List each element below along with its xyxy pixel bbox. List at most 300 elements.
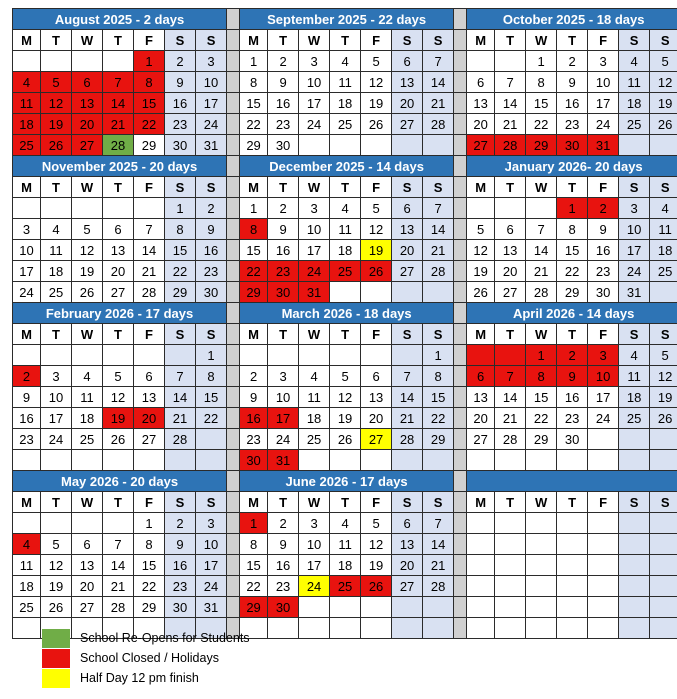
empty-cell bbox=[361, 282, 392, 303]
empty-cell bbox=[423, 450, 454, 471]
day-cell: 31 bbox=[588, 135, 619, 156]
column-gap bbox=[454, 30, 467, 51]
empty-cell bbox=[495, 450, 526, 471]
weekday-label: S bbox=[165, 324, 196, 345]
day-cell: 22 bbox=[240, 261, 268, 282]
empty-cell bbox=[467, 597, 495, 618]
column-gap bbox=[227, 219, 240, 240]
day-cell: 23 bbox=[588, 261, 619, 282]
day-cell: 14 bbox=[423, 72, 454, 93]
day-cell: 9 bbox=[13, 387, 41, 408]
empty-cell bbox=[557, 450, 588, 471]
empty-cell bbox=[103, 345, 134, 366]
day-cell: 8 bbox=[165, 219, 196, 240]
day-cell: 24 bbox=[299, 114, 330, 135]
empty-cell bbox=[526, 198, 557, 219]
weekday-label: S bbox=[196, 30, 227, 51]
empty-cell bbox=[495, 597, 526, 618]
month-title-row bbox=[13, 156, 677, 177]
day-cell: 22 bbox=[196, 408, 227, 429]
empty-cell bbox=[392, 450, 423, 471]
empty-cell bbox=[619, 576, 650, 597]
empty-cell bbox=[557, 534, 588, 555]
day-cell: 30 bbox=[240, 450, 268, 471]
empty-cell bbox=[467, 618, 495, 639]
day-cell: 13 bbox=[103, 240, 134, 261]
weekday-label: M bbox=[13, 30, 41, 51]
day-cell: 11 bbox=[13, 555, 41, 576]
column-gap bbox=[454, 471, 467, 492]
day-cell: 21 bbox=[165, 408, 196, 429]
weekday-label: T bbox=[557, 30, 588, 51]
empty-cell bbox=[72, 51, 103, 72]
empty-cell bbox=[619, 135, 650, 156]
day-cell: 3 bbox=[588, 51, 619, 72]
week-row bbox=[13, 135, 677, 156]
weekday-header-row bbox=[13, 324, 677, 345]
empty-cell bbox=[103, 513, 134, 534]
month-title: February 2026 - 17 days bbox=[13, 303, 227, 324]
day-cell: 17 bbox=[299, 555, 330, 576]
column-gap bbox=[227, 597, 240, 618]
day-cell: 29 bbox=[526, 429, 557, 450]
day-cell: 8 bbox=[240, 219, 268, 240]
legend-label: Half Day 12 pm finish bbox=[80, 671, 199, 685]
day-cell: 2 bbox=[557, 51, 588, 72]
day-cell: 26 bbox=[41, 597, 72, 618]
day-cell: 26 bbox=[41, 135, 72, 156]
weekday-label: T bbox=[103, 30, 134, 51]
empty-cell bbox=[330, 450, 361, 471]
week-row bbox=[13, 555, 677, 576]
weekday-label: T bbox=[557, 324, 588, 345]
weekday-label: F bbox=[588, 324, 619, 345]
day-cell: 7 bbox=[165, 366, 196, 387]
weekday-label: S bbox=[423, 324, 454, 345]
day-cell: 8 bbox=[240, 534, 268, 555]
day-cell: 22 bbox=[526, 408, 557, 429]
column-gap bbox=[227, 345, 240, 366]
day-cell: 1 bbox=[557, 198, 588, 219]
empty-cell bbox=[299, 345, 330, 366]
column-gap bbox=[454, 9, 467, 30]
day-cell: 20 bbox=[392, 93, 423, 114]
day-cell: 20 bbox=[392, 240, 423, 261]
day-cell: 8 bbox=[526, 366, 557, 387]
column-gap bbox=[227, 135, 240, 156]
day-cell: 5 bbox=[467, 219, 495, 240]
column-gap bbox=[227, 366, 240, 387]
column-gap bbox=[227, 513, 240, 534]
day-cell: 3 bbox=[299, 51, 330, 72]
empty-cell bbox=[134, 198, 165, 219]
day-cell: 15 bbox=[557, 240, 588, 261]
empty-cell bbox=[72, 513, 103, 534]
day-cell: 2 bbox=[557, 345, 588, 366]
day-cell: 7 bbox=[423, 513, 454, 534]
day-cell: 16 bbox=[268, 240, 299, 261]
empty-cell bbox=[423, 282, 454, 303]
day-cell: 13 bbox=[72, 93, 103, 114]
day-cell: 1 bbox=[423, 345, 454, 366]
day-cell: 15 bbox=[240, 93, 268, 114]
day-cell: 28 bbox=[495, 135, 526, 156]
day-cell: 11 bbox=[72, 387, 103, 408]
weekday-label: T bbox=[330, 324, 361, 345]
day-cell: 7 bbox=[103, 72, 134, 93]
weekday-label: W bbox=[526, 492, 557, 513]
day-cell: 10 bbox=[299, 219, 330, 240]
day-cell: 30 bbox=[588, 282, 619, 303]
column-gap bbox=[227, 387, 240, 408]
weekday-header-row bbox=[13, 177, 677, 198]
day-cell: 31 bbox=[268, 450, 299, 471]
day-cell: 1 bbox=[526, 51, 557, 72]
month-title: August 2025 - 2 days bbox=[13, 9, 227, 30]
day-cell: 27 bbox=[392, 576, 423, 597]
day-cell: 2 bbox=[165, 51, 196, 72]
weekday-label: F bbox=[134, 30, 165, 51]
day-cell: 30 bbox=[268, 282, 299, 303]
day-cell: 10 bbox=[588, 72, 619, 93]
month-title: March 2026 - 18 days bbox=[240, 303, 454, 324]
column-gap bbox=[454, 177, 467, 198]
day-cell: 7 bbox=[392, 366, 423, 387]
day-cell: 14 bbox=[423, 534, 454, 555]
empty-cell bbox=[650, 450, 677, 471]
empty-cell bbox=[361, 597, 392, 618]
empty-cell bbox=[41, 450, 72, 471]
day-cell: 5 bbox=[650, 51, 677, 72]
day-cell: 13 bbox=[467, 387, 495, 408]
day-cell: 4 bbox=[13, 72, 41, 93]
day-cell: 21 bbox=[392, 408, 423, 429]
day-cell: 27 bbox=[103, 282, 134, 303]
day-cell: 25 bbox=[13, 597, 41, 618]
day-cell: 16 bbox=[165, 555, 196, 576]
empty-cell bbox=[526, 534, 557, 555]
day-cell: 24 bbox=[588, 114, 619, 135]
column-gap bbox=[454, 240, 467, 261]
empty-cell bbox=[588, 576, 619, 597]
day-cell: 18 bbox=[650, 240, 677, 261]
day-cell: 17 bbox=[588, 93, 619, 114]
weekday-label: T bbox=[268, 492, 299, 513]
day-cell: 4 bbox=[299, 366, 330, 387]
day-cell: 26 bbox=[467, 282, 495, 303]
empty-cell bbox=[392, 282, 423, 303]
day-cell: 24 bbox=[588, 408, 619, 429]
day-cell: 6 bbox=[467, 72, 495, 93]
week-row bbox=[13, 198, 677, 219]
day-cell: 5 bbox=[361, 198, 392, 219]
day-cell: 25 bbox=[330, 261, 361, 282]
day-cell: 15 bbox=[526, 387, 557, 408]
column-gap bbox=[227, 429, 240, 450]
weekday-label: W bbox=[526, 177, 557, 198]
day-cell: 5 bbox=[330, 366, 361, 387]
day-cell: 26 bbox=[650, 114, 677, 135]
day-cell: 29 bbox=[557, 282, 588, 303]
day-cell: 2 bbox=[268, 51, 299, 72]
column-gap bbox=[454, 72, 467, 93]
day-cell: 29 bbox=[134, 597, 165, 618]
month-title-row bbox=[13, 303, 677, 324]
day-cell: 6 bbox=[392, 513, 423, 534]
empty-cell bbox=[467, 198, 495, 219]
column-gap bbox=[454, 261, 467, 282]
day-cell: 14 bbox=[392, 387, 423, 408]
day-cell: 29 bbox=[240, 597, 268, 618]
empty-cell bbox=[650, 618, 677, 639]
weekday-label: T bbox=[557, 492, 588, 513]
day-cell: 2 bbox=[268, 513, 299, 534]
day-cell: 20 bbox=[72, 576, 103, 597]
day-cell: 11 bbox=[619, 366, 650, 387]
month-title: October 2025 - 18 days bbox=[467, 9, 677, 30]
day-cell: 7 bbox=[495, 72, 526, 93]
weekday-label: S bbox=[196, 492, 227, 513]
day-cell: 9 bbox=[165, 534, 196, 555]
legend-label: School Re-Opens for Students bbox=[80, 631, 250, 645]
day-cell: 23 bbox=[13, 429, 41, 450]
day-cell: 6 bbox=[134, 366, 165, 387]
day-cell: 13 bbox=[467, 93, 495, 114]
empty-cell bbox=[650, 576, 677, 597]
weekday-label: W bbox=[72, 324, 103, 345]
day-cell: 15 bbox=[134, 93, 165, 114]
day-cell: 3 bbox=[13, 219, 41, 240]
empty-cell bbox=[588, 429, 619, 450]
day-cell: 19 bbox=[361, 93, 392, 114]
day-cell: 11 bbox=[330, 72, 361, 93]
week-row bbox=[13, 450, 677, 471]
day-cell: 20 bbox=[72, 114, 103, 135]
weekday-label: W bbox=[72, 30, 103, 51]
day-cell: 19 bbox=[41, 114, 72, 135]
empty-cell bbox=[619, 450, 650, 471]
empty-cell bbox=[495, 51, 526, 72]
day-cell: 2 bbox=[268, 198, 299, 219]
day-cell: 21 bbox=[495, 408, 526, 429]
week-row bbox=[13, 282, 677, 303]
day-cell: 24 bbox=[299, 261, 330, 282]
week-row bbox=[13, 534, 677, 555]
legend-label: School Closed / Holidays bbox=[80, 651, 219, 665]
weekday-label: T bbox=[330, 177, 361, 198]
empty-cell bbox=[392, 345, 423, 366]
day-cell: 28 bbox=[423, 114, 454, 135]
week-row bbox=[13, 366, 677, 387]
empty-cell bbox=[72, 198, 103, 219]
weekday-label: T bbox=[41, 492, 72, 513]
empty-cell bbox=[330, 282, 361, 303]
empty-cell bbox=[361, 618, 392, 639]
week-row bbox=[13, 114, 677, 135]
column-gap bbox=[454, 387, 467, 408]
weekday-header-row bbox=[13, 492, 677, 513]
day-cell: 27 bbox=[134, 429, 165, 450]
day-cell: 20 bbox=[467, 408, 495, 429]
day-cell: 6 bbox=[392, 51, 423, 72]
weekday-label: S bbox=[196, 177, 227, 198]
empty-cell bbox=[361, 345, 392, 366]
empty-cell bbox=[588, 450, 619, 471]
empty-cell bbox=[619, 555, 650, 576]
weekday-label: T bbox=[495, 492, 526, 513]
day-cell: 5 bbox=[41, 72, 72, 93]
day-cell: 26 bbox=[330, 429, 361, 450]
column-gap bbox=[454, 198, 467, 219]
day-cell: 17 bbox=[13, 261, 41, 282]
weekday-label: F bbox=[134, 177, 165, 198]
day-cell: 9 bbox=[557, 366, 588, 387]
day-cell: 1 bbox=[134, 513, 165, 534]
day-cell: 4 bbox=[13, 534, 41, 555]
day-cell: 22 bbox=[134, 576, 165, 597]
weekday-label: F bbox=[588, 492, 619, 513]
day-cell: 30 bbox=[196, 282, 227, 303]
day-cell: 21 bbox=[526, 261, 557, 282]
empty-cell bbox=[13, 345, 41, 366]
day-cell: 5 bbox=[103, 366, 134, 387]
day-cell: 7 bbox=[526, 219, 557, 240]
day-cell: 15 bbox=[134, 555, 165, 576]
column-gap bbox=[227, 114, 240, 135]
day-cell: 10 bbox=[299, 534, 330, 555]
day-cell: 6 bbox=[467, 366, 495, 387]
weekday-label: M bbox=[467, 177, 495, 198]
day-cell: 3 bbox=[299, 198, 330, 219]
day-cell: 12 bbox=[41, 93, 72, 114]
day-cell: 7 bbox=[495, 366, 526, 387]
weekday-label: S bbox=[650, 324, 677, 345]
column-gap bbox=[227, 576, 240, 597]
weekday-label: M bbox=[240, 324, 268, 345]
day-cell: 22 bbox=[240, 576, 268, 597]
column-gap bbox=[227, 30, 240, 51]
weekday-label: S bbox=[423, 492, 454, 513]
day-cell: 13 bbox=[392, 534, 423, 555]
column-gap bbox=[454, 408, 467, 429]
column-gap bbox=[454, 156, 467, 177]
column-gap bbox=[454, 219, 467, 240]
week-row bbox=[13, 408, 677, 429]
day-cell: 2 bbox=[240, 366, 268, 387]
day-cell: 22 bbox=[165, 261, 196, 282]
weekday-label: T bbox=[495, 324, 526, 345]
day-cell: 1 bbox=[165, 198, 196, 219]
day-cell: 4 bbox=[619, 51, 650, 72]
day-cell: 6 bbox=[361, 366, 392, 387]
empty-cell bbox=[588, 513, 619, 534]
weekday-label: T bbox=[103, 177, 134, 198]
weekday-label: T bbox=[330, 30, 361, 51]
column-gap bbox=[454, 51, 467, 72]
day-cell: 3 bbox=[268, 366, 299, 387]
weekday-label: T bbox=[330, 492, 361, 513]
empty-cell bbox=[13, 51, 41, 72]
column-gap bbox=[227, 324, 240, 345]
day-cell: 12 bbox=[103, 387, 134, 408]
day-cell: 14 bbox=[526, 240, 557, 261]
empty-cell bbox=[165, 450, 196, 471]
column-gap bbox=[227, 261, 240, 282]
day-cell: 28 bbox=[165, 429, 196, 450]
day-cell: 9 bbox=[557, 72, 588, 93]
day-cell: 19 bbox=[650, 93, 677, 114]
empty-cell bbox=[361, 450, 392, 471]
month-title: April 2026 - 14 days bbox=[467, 303, 677, 324]
column-gap bbox=[454, 618, 467, 639]
day-cell: 16 bbox=[165, 93, 196, 114]
day-cell: 16 bbox=[268, 555, 299, 576]
weekday-label: T bbox=[41, 177, 72, 198]
day-cell: 23 bbox=[240, 429, 268, 450]
day-cell: 3 bbox=[588, 345, 619, 366]
day-cell: 16 bbox=[557, 93, 588, 114]
day-cell: 27 bbox=[467, 429, 495, 450]
column-gap bbox=[454, 534, 467, 555]
empty-cell bbox=[467, 513, 495, 534]
day-cell: 23 bbox=[165, 114, 196, 135]
weekday-label: S bbox=[165, 30, 196, 51]
empty-cell bbox=[619, 429, 650, 450]
day-cell: 27 bbox=[361, 429, 392, 450]
empty-cell bbox=[299, 450, 330, 471]
day-cell: 9 bbox=[165, 72, 196, 93]
day-cell: 22 bbox=[423, 408, 454, 429]
day-cell: 30 bbox=[165, 135, 196, 156]
day-cell: 23 bbox=[196, 261, 227, 282]
weekday-label: S bbox=[650, 177, 677, 198]
day-cell: 13 bbox=[361, 387, 392, 408]
empty-cell bbox=[467, 576, 495, 597]
column-gap bbox=[454, 303, 467, 324]
day-cell: 10 bbox=[13, 240, 41, 261]
day-cell: 15 bbox=[240, 555, 268, 576]
legend bbox=[42, 628, 250, 688]
column-gap bbox=[454, 513, 467, 534]
day-cell: 1 bbox=[526, 345, 557, 366]
day-cell: 4 bbox=[650, 198, 677, 219]
day-cell: 21 bbox=[423, 93, 454, 114]
day-cell: 27 bbox=[495, 282, 526, 303]
weekday-label: S bbox=[165, 492, 196, 513]
day-cell: 13 bbox=[495, 240, 526, 261]
empty-cell bbox=[165, 345, 196, 366]
day-cell: 20 bbox=[467, 114, 495, 135]
day-cell: 13 bbox=[392, 219, 423, 240]
weekday-label: T bbox=[41, 30, 72, 51]
day-cell: 1 bbox=[240, 51, 268, 72]
empty-cell bbox=[650, 429, 677, 450]
day-cell: 15 bbox=[196, 387, 227, 408]
weekday-label: F bbox=[588, 177, 619, 198]
day-cell: 26 bbox=[361, 576, 392, 597]
school-calendar-grid bbox=[12, 8, 677, 639]
legend-item-closed bbox=[42, 648, 250, 668]
day-cell: 18 bbox=[41, 261, 72, 282]
empty-cell bbox=[13, 513, 41, 534]
day-cell: 3 bbox=[299, 513, 330, 534]
day-cell: 24 bbox=[41, 429, 72, 450]
week-row bbox=[13, 576, 677, 597]
week-row bbox=[13, 93, 677, 114]
month-title: June 2026 - 17 days bbox=[240, 471, 454, 492]
empty-cell bbox=[619, 618, 650, 639]
weekday-label: T bbox=[268, 30, 299, 51]
